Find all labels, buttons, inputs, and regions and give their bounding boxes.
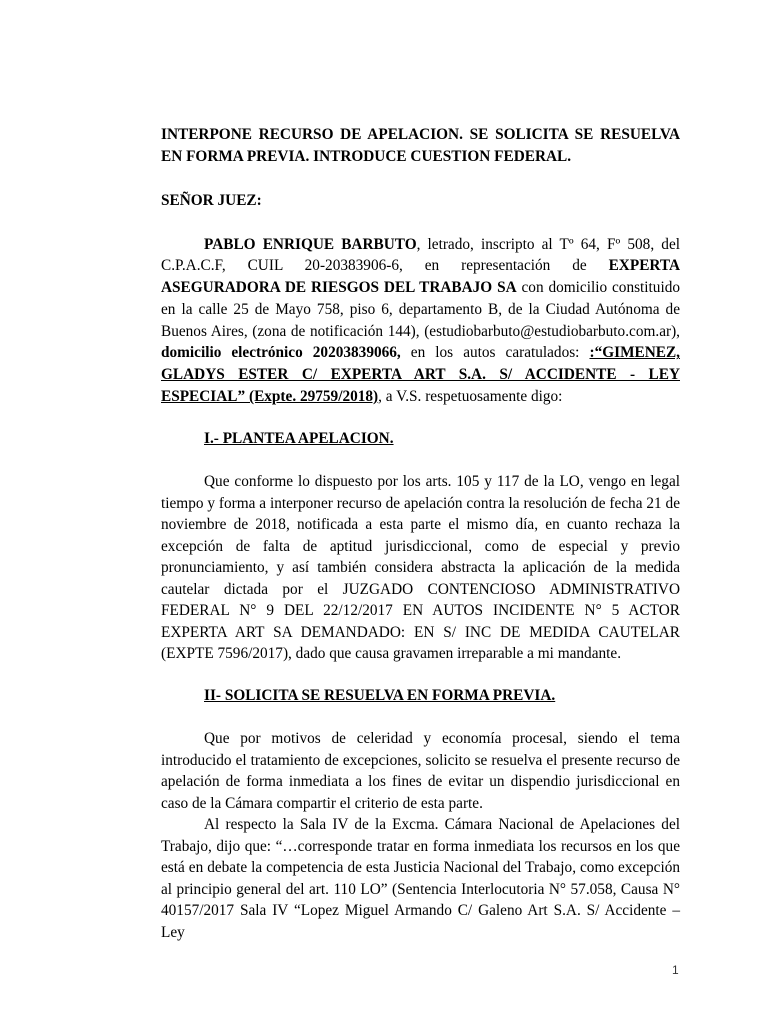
intro-text-4: en los autos caratulados: [400, 344, 590, 362]
page-number: 1 [672, 963, 679, 977]
electronic-domicile: domicilio electrónico 20203839066, [161, 344, 401, 362]
intro-text-1: , letrado, inscripto al Tº 64, Fº 508, del C.P.A.C.F, CUIL [161, 235, 680, 275]
section-2-paragraph-1: Que por motivos de celeridad y economía procesal, siendo el tema introducido el tratamiento de excepciones, solicito se resuelva el presente recurso de apelación de forma inmediata a los fines de evitar un dispendio jurisdiccional en caso de la Cámara compartir el criterio de esta parte. [161, 730, 680, 812]
intro-text-5: , a V.S. respetuosamente digo: [378, 388, 563, 406]
salutation: SEÑOR JUEZ: [161, 192, 262, 209]
section-heading-1: I.- PLANTEA APELACION. [204, 429, 394, 447]
document-body [161, 124, 680, 943]
section-1-paragraph: Que conforme lo dispuesto por los arts. 105 y 117 de la LO, vengo en legal tiempo y forma a interponer recurso de apelación contra la resolución de fecha 21 de noviembre de 2018, notificada a esta parte el mismo día, en cuanto rechaza la excepción de falta de aptitud jurisdiccional, como de especial y previo pronunciamiento, y así también considera abstracta la aplicación de la medida cautelar dictada por el JUZGADO CONTENCIOSO ADMINISTRATIVO FEDERAL N° 9 DEL 22/12/2017 EN AUTOS INCIDENTE N° 5 ACTOR EXPERTA ART SA DEMANDADO: EN S/ INC DE MEDIDA CAUTELAR (EXPTE 7596/2017), dado que causa gravamen irreparable a mi mandante. [161, 473, 680, 663]
intro-text-2: en representación de [402, 257, 609, 275]
cuil-number: 20-20383906-6, [304, 257, 403, 275]
intro-paragraph [161, 234, 680, 408]
company-name: EXPERTA ASEGURADORA DE RIESGOS DEL TRABAJO SA [161, 257, 681, 297]
document-title: INTERPONE RECURSO DE APELACION. SE SOLICITA SE RESUELVA EN FORMA PREVIA. INTRODUCE CUESTION FEDERAL. [161, 126, 680, 165]
attorney-name: PABLO ENRIQUE BARBUTO [204, 235, 417, 253]
section-2-paragraph-2: Al respecto la Sala IV de la Excma. Cámara Nacional de Apelaciones del Trabajo, dijo que: “…corresponde tratar en forma inmediata los recursos en los que está en debate la competencia de esta Justicia Nacional del Trabajo, como excepción al principio general del art. 110 LO” (Sentencia Interlocutoria N° 57.058, Causa N° 40157/2017 Sala IV “Lopez Miguel Armando C/ Galeno Art S.A. S/ Accidente – Ley [161, 816, 680, 941]
intro-text-3: con domicilio constituido en la calle 25 de Mayo 758, piso 6, departamento B, de la Ciudad Autónoma de Buenos Aires, (zona de notificación 144), (estudiobarbuto@estudiobarbuto.com.ar), [161, 279, 680, 340]
case-title: :“GIMENEZ, GLADYS ESTER C/ EXPERTA ART S.A. S/ ACCIDENTE - LEY ESPECIAL” (Expte. 29759/2018) [161, 344, 680, 406]
section-heading-2: II- SOLICITA SE RESUELVA EN FORMA PREVIA. [204, 686, 556, 704]
